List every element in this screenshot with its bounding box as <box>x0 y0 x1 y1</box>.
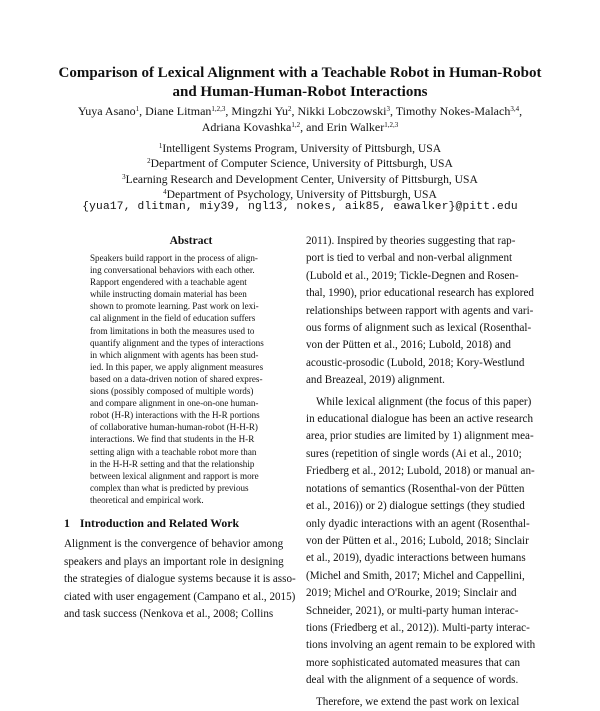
abstract-line: interactions. We find that students in the H-R <box>90 434 255 445</box>
abstract-line: setting align with a teachable robot more than <box>90 446 257 457</box>
section-number: 1 <box>64 516 70 530</box>
body-line: (Lubold et al., 2019; Tickle-Degnen and Rosen- <box>306 269 519 282</box>
abstract-line: in the H-H-R setting and that the relationship <box>90 458 255 469</box>
body-line: von der Pütten et al., 2016; Lubold, 2018) and <box>306 339 511 352</box>
author-affil-sup: 1,2,3 <box>384 120 399 129</box>
body-line: 2019; Michel and O'Rourke, 2019; Sinclair and <box>306 587 517 600</box>
author-list <box>20 104 580 135</box>
abstract-line: Rapport engendered with a teachable agent <box>90 277 247 288</box>
body-line: notations of semantics (Rosenthal-von der Pütten <box>306 482 525 495</box>
body-line: et al., 2016)) or 2) dialogue settings (they studied <box>306 500 525 513</box>
body-line: Schneider, 2021), or multi-party human interac- <box>306 604 519 617</box>
author-name: Nikki Lobczowski <box>297 104 387 118</box>
body-line: only dyadic interactions with an agent (Rosenthal- <box>306 517 530 530</box>
affil-text: Learning Research and Development Center, University of Pittsburgh, USA <box>125 172 478 186</box>
body-line: ous forms of alignment such as lexical (Rosenthal- <box>306 322 532 335</box>
abstract-line: ing conversational behaviors with each other. <box>90 265 255 276</box>
abstract-line: complex than what is predicted by previous <box>90 482 249 493</box>
abstract-line: while instructing domain material has been <box>90 289 247 300</box>
abstract-line: theoretical and empirical work. <box>90 494 204 505</box>
body-line: acoustic-prosodic (Lubold, 2018; Kory-Westlund <box>306 356 525 369</box>
affil-text: Department of Psychology, University of Pittsburgh, USA <box>166 188 437 202</box>
abstract-heading: Abstract <box>169 235 213 247</box>
body-line: in educational dialogue has been an active research <box>306 413 534 426</box>
right-column <box>306 233 544 711</box>
body-line: (Michel and Smith, 2017; Michel and Cappellini, <box>306 569 525 582</box>
body-line: Alignment is the convergence of behavior among <box>64 538 284 550</box>
section-heading-introduction <box>64 516 249 531</box>
author-name: Diane Litman <box>145 104 212 118</box>
author-affil-sup: 1,2,3 <box>211 105 226 113</box>
author-line-1: Yuya Asano$^1$, Diane Litman$^{1,2,3}$, Mingzhi Yu$^2$, Nikki Lobczowski$^3$, Timothy Nokes-Malach$^{3,4}$, <box>77 104 523 118</box>
affiliation <box>20 172 580 187</box>
abstract-line: in which alignment with agents has been stud- <box>90 349 259 360</box>
affil-sup: 1 <box>158 142 163 150</box>
author-affil-sup: 3 <box>386 105 390 113</box>
abstract-line: cal alignment in the field of education suffers <box>90 313 256 324</box>
affil-sup: 2 <box>147 157 151 166</box>
affil-sup: 4 <box>163 188 167 197</box>
body-line: ciated with user engagement (Campano et al., 2015) <box>64 590 296 603</box>
affiliation <box>20 156 580 171</box>
body-line: Therefore, we extend the past work on lexical <box>316 695 520 708</box>
body-line: the strategies of dialogue systems because it is asso- <box>64 573 296 585</box>
affil-text: Intelligent Systems Program, University of Pittsburgh, USA <box>162 142 442 155</box>
body-line: thal, 1990), prior educational research has explored <box>306 287 534 300</box>
body-line: and Breazeal, 2019) alignment. <box>306 374 445 387</box>
body-line: deal with the alignment of a sequence of words. <box>306 674 519 687</box>
body-line: more sophisticated automated measures that can <box>306 656 521 669</box>
author-affil-sup: 3,4 <box>510 105 520 113</box>
abstract-line: sions (possibly composed of multiple words) <box>90 386 254 397</box>
abstract-line: robot (H-R) interactions with the H-R portions <box>90 410 260 421</box>
body-line: Friedberg et al., 2012; Lubold, 2018) or manual an- <box>306 465 535 478</box>
body-line: von der Pütten et al., 2016; Lubold, 2018; Sinclair <box>306 534 529 547</box>
abstract-line: between lexical alignment and rapport is more <box>90 470 259 481</box>
body-line: tions involving an agent remain to be explored with <box>306 639 536 652</box>
paper-title <box>40 64 560 102</box>
abstract-line: from limitations in both the measures used to <box>90 325 255 336</box>
abstract-line: and compare alignment in one-on-one human- <box>90 398 259 409</box>
author-emails: {yua17, dlitman, miy39, ngl13, nokes, aik85, eawalker}@pitt.edu <box>82 201 518 213</box>
body-line: relationships between rapport with agents and vari- <box>306 304 534 317</box>
abstract-line: based on a data-driven notion of shared expres- <box>90 373 263 384</box>
introduction-body <box>64 536 296 624</box>
and-word: and <box>306 119 324 134</box>
author-affil-sup: 1 <box>135 105 140 113</box>
body-line: port is tied to verbal and non-verbal alignment <box>306 252 513 265</box>
author-name: Timothy Nokes-Malach <box>395 104 511 118</box>
abstract-line: ied. In this paper, we apply alignment measures <box>90 361 264 372</box>
body-line: sures (repetition of single words (Ai et al., 2010; <box>306 447 522 460</box>
author-affil-sup: 2 <box>287 105 292 113</box>
author-name: Mingzhi Yu <box>231 104 288 118</box>
title-line-2: and Human-Human-Robot Interactions <box>172 84 428 100</box>
affil-text: Department of Computer Science, University of Pittsburgh, USA <box>150 157 453 171</box>
abstract-line: shown to promote learning. Past work on lexi- <box>90 301 259 312</box>
affiliation-list <box>20 141 580 203</box>
abstract-line: of collaborative human-human-robot (H-H-R) <box>90 422 258 433</box>
body-line: tions (Friedberg et al., 2012)). Multi-party interac- <box>306 621 530 634</box>
section-title: Introduction and Related Work <box>79 516 240 530</box>
author-name: Adriana Kovashka <box>201 119 292 134</box>
abstract-line: Speakers build rapport in the process of align- <box>90 253 258 263</box>
body-line: While lexical alignment (the focus of this paper) <box>316 395 532 408</box>
author-name: Erin Walker <box>326 119 385 134</box>
body-line: et al., 2019), dyadic interactions between humans <box>306 552 526 565</box>
body-line: and task success (Nenkova et al., 2008; Collins <box>64 608 274 620</box>
body-line: 2011). Inspired by theories suggesting that rap- <box>306 235 516 247</box>
body-line: speakers and plays an important role in designing <box>64 555 284 568</box>
author-line-2: Adriana Kovashka$^{1,2}$, and Erin Walker$^{1,2,3}$ <box>201 119 399 134</box>
affiliation <box>20 141 580 156</box>
title-line-1: Comparison of Lexical Alignment with a Teachable Robot in Human-Robot <box>58 65 542 81</box>
abstract-line: quantify alignment and the types of interactions <box>90 337 264 348</box>
author-affil-sup: 1,2 <box>291 120 301 129</box>
author-name: Yuya Asano <box>77 104 136 118</box>
body-line: area, prior studies are limited by 1) alignment mea- <box>306 430 534 443</box>
abstract-body <box>90 252 290 506</box>
affil-sup: 3 <box>122 172 126 181</box>
